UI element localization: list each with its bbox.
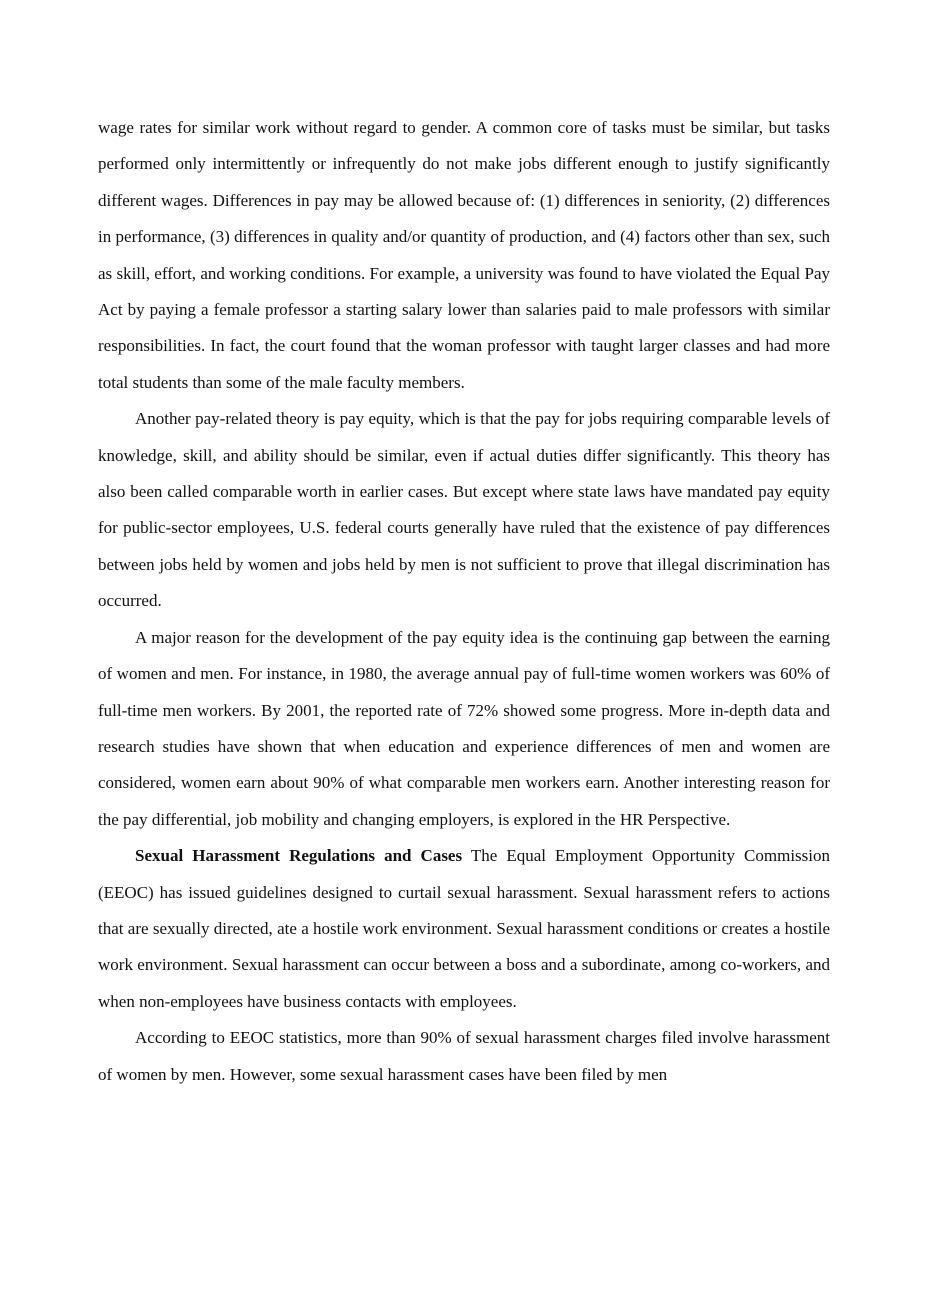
paragraph-pay-equity: Another pay-related theory is pay equity, which is that the pay for jobs requiring comparable levels of knowledge, skill, and ability should be similar, even if actual duties differ significantly. This theory has also been called comparable worth in earlier cases. But except where state laws have mandated pay equity for public-sector employees, U.S. federal courts generally have ruled that the existence of pay differences between jobs held by women and jobs held by men is not sufficient to prove that illegal discrimination has occurred. (98, 409, 830, 611)
paragraph-equal-pay: wage rates for similar work without regard to gender. A common core of tasks must be similar, but tasks performed only intermittently or infrequently do not make jobs different enough to justify significantly different wages. Differences in pay may be allowed because of: (1) differences in seniority, (2) differences in performance, (3) differences in quality and/or quantity of production, and (4) factors other than sex, such as skill, effort, and working conditions. For example, a university was found to have violated the Equal Pay Act by paying a female professor a starting salary lower than salaries paid to male professors with similar responsibilities. In fact, the court found that the woman professor with taught larger classes and had more total students than some of the male faculty members. (98, 118, 830, 392)
paragraph-sexual-harassment (98, 838, 830, 1020)
paragraph-text: The Equal Employment Opportunity Commission (EEOC) has issued guidelines designed to curtail sexual harassment. Sexual harassment refers to actions that are sexually directed, ate a hostile work environment. Sexual harassment conditions or creates a hostile work environment. Sexual harassment can occur between a boss and a subordinate, among co-workers, and when non-employees have business contacts with employees. (98, 846, 831, 1011)
paragraph-earnings-gap: A major reason for the development of the pay equity idea is the continuing gap between the earning of women and men. For instance, in 1980, the average annual pay of full-time women workers was 60% of full-time men workers. By 2001, the reported rate of 72% showed some progress. More in-depth data and research studies have shown that when education and experience differences of men and women are considered, women earn about 90% of what comparable men workers earn. Another interesting reason for the pay differential, job mobility and changing employers, is explored in the HR Perspective. (98, 627, 830, 829)
section-heading: Sexual Harassment Regulations and Cases (135, 846, 463, 866)
paragraph-eeoc-statistics: According to EEOC statistics, more than 90% of sexual harassment charges filed involve harassment of women by men. However, some sexual harassment cases have been filed by men (98, 1028, 830, 1084)
document-page (98, 110, 830, 1093)
